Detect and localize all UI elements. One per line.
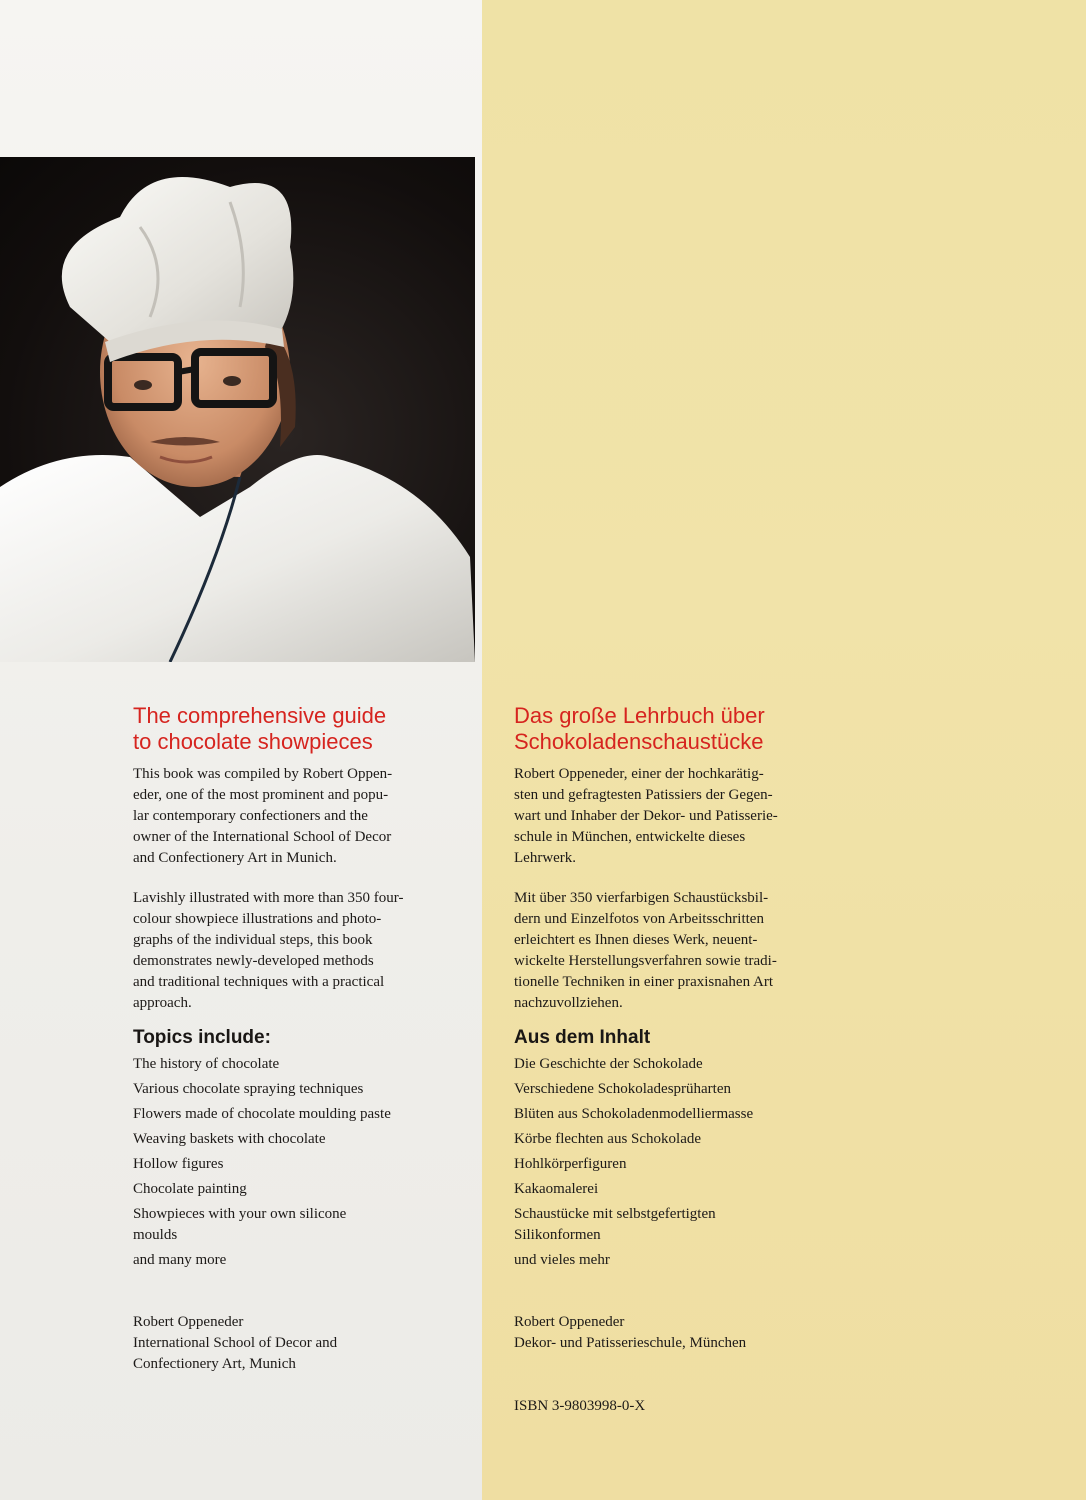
german-title-line-2: Schokoladenschaustücke [514, 729, 764, 754]
list-item: Blüten aus Schokoladenmodelliermasse [514, 1106, 754, 1122]
english-intro-paragraph [133, 764, 392, 869]
list-item: Chocolate painting [133, 1181, 247, 1197]
text-line: owner of the International School of Decor [133, 829, 392, 845]
list-item: Die Geschichte der Schokolade [514, 1056, 703, 1072]
list-item: The history of chocolate [133, 1056, 280, 1072]
isbn: ISBN 3-9803998-0-X [514, 1398, 646, 1414]
german-title [514, 703, 765, 755]
text-line: and traditional techniques with a practical [133, 974, 385, 990]
list-item: Hollow figures [133, 1156, 224, 1172]
text-line: Robert Oppeneder, einer der hochkarätig- [514, 766, 764, 782]
list-item: Verschiedene Schokoladesprüharten [514, 1081, 732, 1097]
text-line: nachzuvollziehen. [514, 995, 623, 1011]
list-item: Flowers made of chocolate moulding paste [133, 1106, 391, 1122]
german-title-line-1: Das große Lehrbuch über [514, 703, 765, 728]
text-line: graphs of the individual steps, this book [133, 932, 373, 948]
german-author-block [514, 1312, 746, 1354]
german-intro-paragraph [514, 764, 778, 869]
list-item: Kakaomalerei [514, 1181, 599, 1197]
list-item: Weaving baskets with chocolate [133, 1131, 326, 1147]
english-description-paragraph [133, 888, 403, 1014]
author-portrait-photo [0, 157, 475, 662]
text-line: wart und Inhaber der Dekor- und Patisserie- [514, 808, 778, 824]
text-line: Confectionery Art, Munich [133, 1356, 296, 1372]
english-topics-heading: Topics include: [133, 1027, 271, 1048]
english-title-line-2: to chocolate showpieces [133, 729, 373, 754]
text-line: Mit über 350 vierfarbigen Schaustücksbil- [514, 890, 769, 906]
german-topics-list [514, 1054, 814, 1271]
text-line: eder, one of the most prominent and popu- [133, 787, 389, 803]
text-line: tionelle Techniken in einer praxisnahen Art [514, 974, 774, 990]
text-line: erleichtert es Ihnen dieses Werk, neuent- [514, 932, 758, 948]
text-line: This book was compiled by Robert Oppen- [133, 766, 393, 782]
list-item: und vieles mehr [514, 1252, 610, 1268]
list-item: Various chocolate spraying techniques [133, 1081, 364, 1097]
list-item: Körbe flechten aus Schokolade [514, 1131, 702, 1147]
text-line: lar contemporary confectioners and the [133, 808, 368, 824]
text-line: colour showpiece illustrations and photo- [133, 911, 382, 927]
text-line: dern und Einzelfotos von Arbeitsschritten [514, 911, 764, 927]
author-name: Robert Oppeneder [514, 1314, 625, 1330]
text-line: wickelte Herstellungsverfahren sowie tradi- [514, 953, 777, 969]
text-line: Lavishly illustrated with more than 350 four- [133, 890, 404, 906]
chef-portrait-illustration [0, 157, 475, 662]
english-title [133, 703, 386, 755]
text-line: schule in München, entwickelte dieses [514, 829, 746, 845]
author-name: Robert Oppeneder [133, 1314, 244, 1330]
german-topics-heading: Aus dem Inhalt [514, 1027, 651, 1048]
text-line: approach. [133, 995, 192, 1011]
text-line: demonstrates newly-developed methods [133, 953, 374, 969]
text-line: International School of Decor and [133, 1335, 338, 1351]
english-author-block [133, 1312, 337, 1375]
text-line: sten und gefragtesten Patissiers der Gegen- [514, 787, 773, 803]
text-line: Dekor- und Patisserieschule, München [514, 1335, 747, 1351]
german-description-paragraph [514, 888, 777, 1014]
text-line: Lehrwerk. [514, 850, 577, 866]
english-title-line-1: The comprehensive guide [133, 703, 387, 728]
text-line: and Confectionery Art in Munich. [133, 850, 337, 866]
list-item: Hohlkörperfiguren [514, 1156, 627, 1172]
english-topics-list [133, 1054, 423, 1271]
list-item: Showpieces with your own silicone moulds [133, 1206, 347, 1243]
list-item: Schaustücke mit selbstgefertigten Silikonformen [514, 1206, 716, 1243]
list-item: and many more [133, 1252, 227, 1268]
